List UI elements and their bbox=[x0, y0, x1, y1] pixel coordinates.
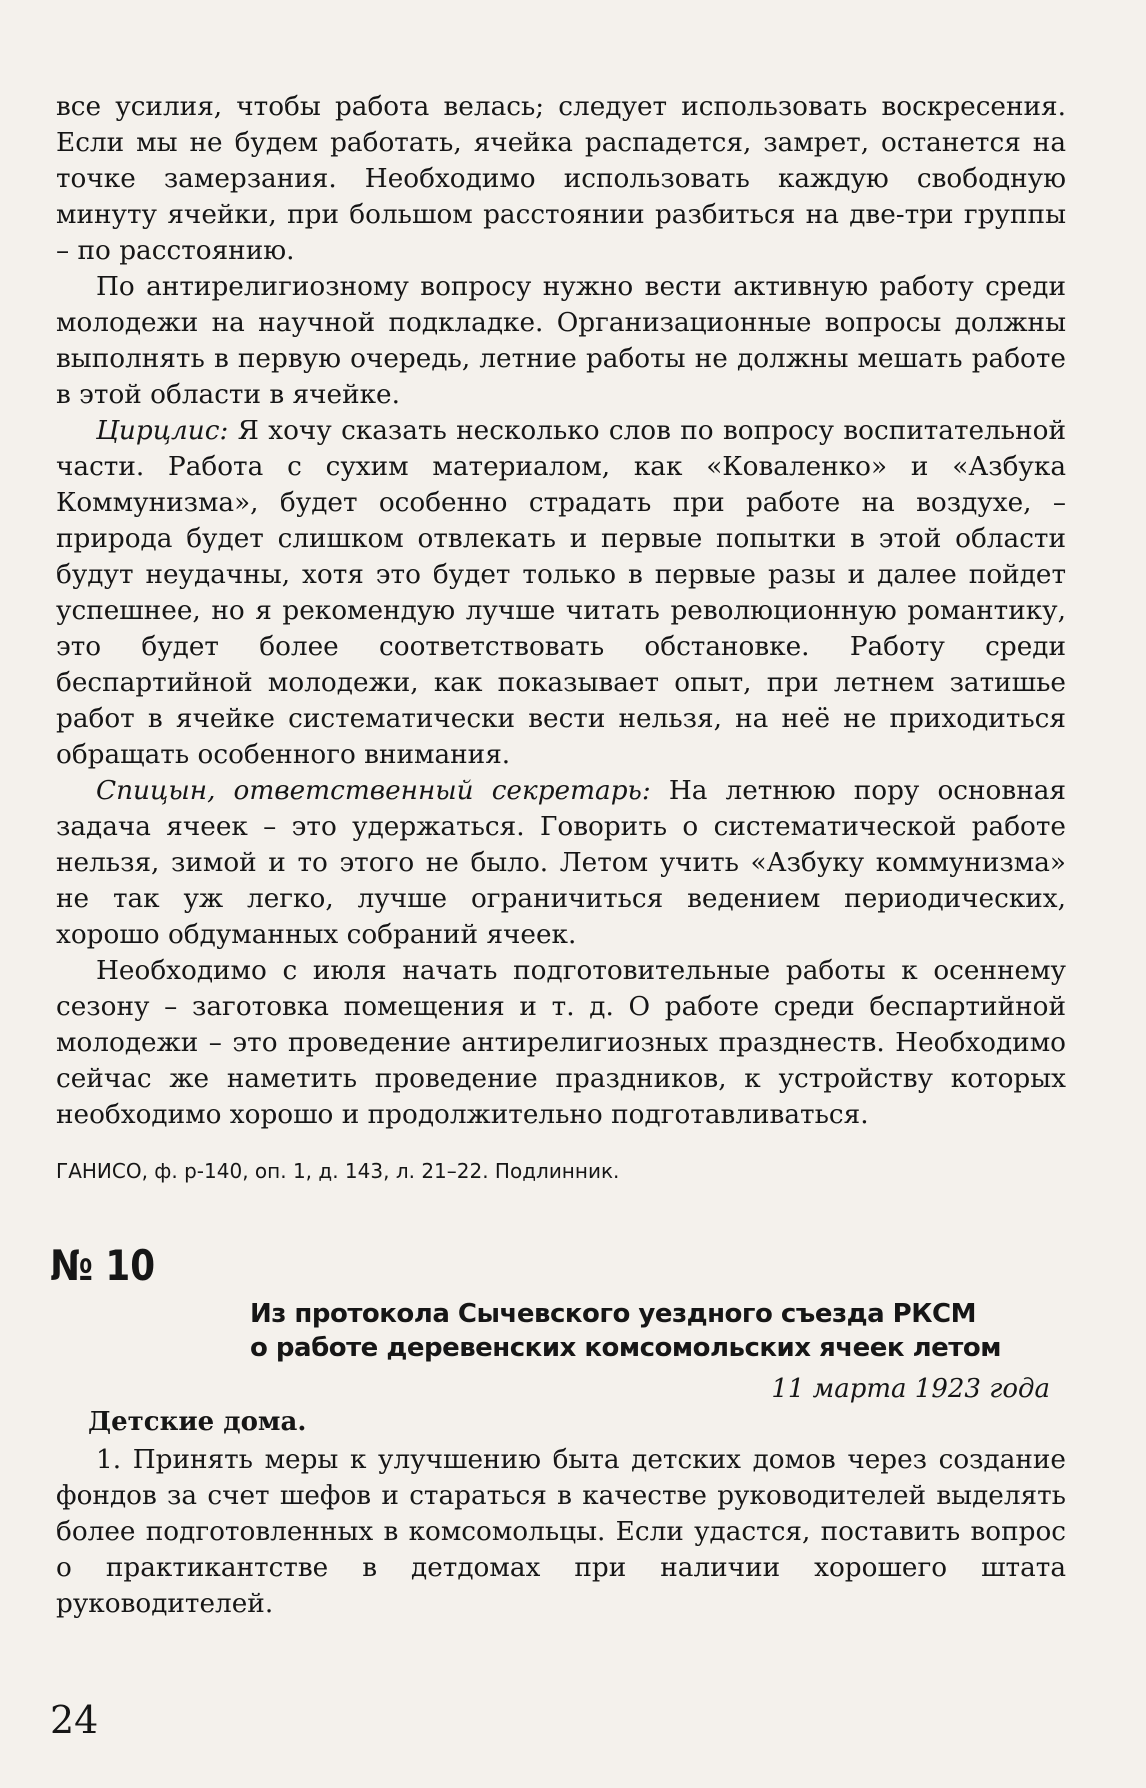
main-text bbox=[56, 89, 1066, 1133]
section-heading: Детские дома. bbox=[88, 1407, 307, 1437]
archive-source-note: ГАНИСО, ф. р-140, оп. 1, д. 143, л. 21–22. Подлинник. bbox=[56, 1159, 620, 1183]
document-title bbox=[250, 1297, 1001, 1365]
document-number: № 10 bbox=[50, 1241, 156, 1290]
speech-spitsyn bbox=[56, 773, 1066, 953]
document-date: 11 марта 1923 года bbox=[771, 1374, 1050, 1404]
paragraph-continuation: все усилия, чтобы работа велась; следует использовать воскресения. Если мы не будем работать, ячейка распадется, замрет, останется на точке замерзания. Необходимо использовать каждую свободную минуту ячейки, при большом расстоянии разбиться на две-три группы – по расстоянию. bbox=[56, 92, 1066, 266]
paragraph-closing: Необходимо с июля начать подготовительные работы к осеннему сезону – заготовка помещения и т. д. О работе среди беспартийной молодежи – это проведение антирелигиозных празднеств. Необходимо сейчас же наметить проведение праздников, к устройству которых необходимо хорошо и продолжительно подготавливаться. bbox=[56, 956, 1066, 1130]
paragraph-antireligious: По антирелигиозному вопросу нужно вести активную работу среди молодежи на научной подкладке. Организационные вопросы должны выполнять в первую очередь, летние работы не должны мешать работе в этой области в ячейке. bbox=[56, 272, 1066, 410]
speech-text: На летнюю пору основная задача ячеек – это удержаться. Говорить о систематической работе нельзя, зимой и то этого не было. Летом учить «Азбуку коммунизма» не так уж легко, лучше ограничиться ведением периодических, хорошо обдуманных собраний ячеек. bbox=[56, 776, 1066, 950]
speaker-name: Спицын, ответственный секретарь: bbox=[96, 776, 651, 806]
list-block bbox=[56, 1442, 1066, 1622]
list-item: 1. Принять меры к улучшению быта детских домов через создание фондов за счет шефов и стараться в качестве руководителей выделять более подготовленных в комсомольцы. Если удастся, поставить вопрос о практикантстве в детдомах при наличии хорошего штата руководителей. bbox=[56, 1445, 1066, 1619]
document-title-line: о работе деревенских комсомольских ячеек летом bbox=[250, 1333, 1001, 1363]
speech-cirtslis bbox=[56, 413, 1066, 773]
document-title-line: Из протокола Сычевского уездного съезда РКСМ bbox=[250, 1299, 976, 1329]
page-number: 24 bbox=[50, 1698, 99, 1742]
speech-text: Я хочу сказать несколько слов по вопросу воспитательной части. Работа с сухим материалом, как «Коваленко» и «Азбука Коммунизма», будет особенно страдать при работе на воздухе, – природа будет слишком отвлекать и первые попытки в этой области будут неудачны, хотя это будет только в первые разы и далее пойдет успешнее, но я рекомендую лучше читать революционную романтику, это будет более соответствовать обстановке. Работу среди беспартийной молодежи, как показывает опыт, при летнем затишье работ в ячейке систематически вести нельзя, на неё не приходиться обращать особенного внимания. bbox=[56, 416, 1066, 770]
speaker-name: Цирцлис: bbox=[96, 416, 229, 446]
